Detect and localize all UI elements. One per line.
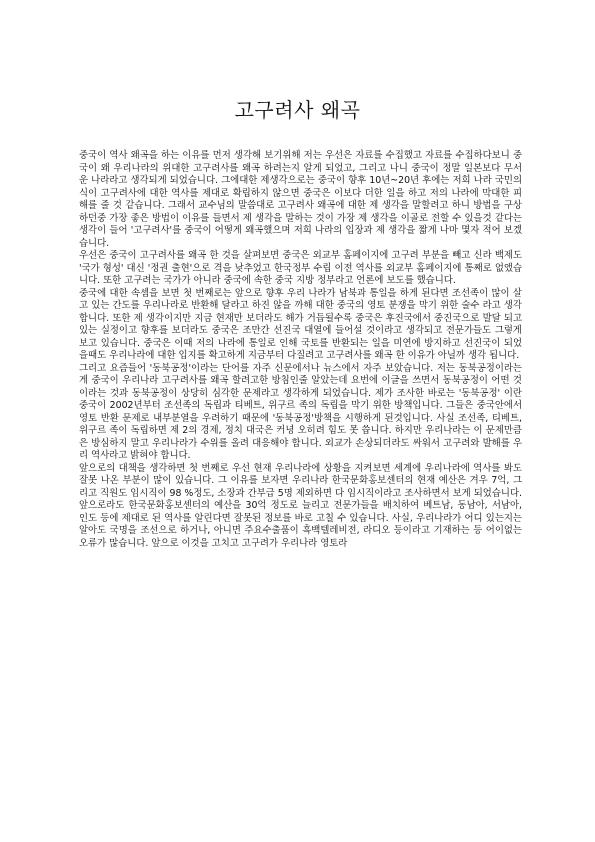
paragraph-1: 중국이 역사 왜곡을 하는 이유를 먼저 생각해 보기위해 저는 우선은 자료를 수집했고 자료를 수집하다보니 중국이 왜 우리나라의 위대한 고구려사를 왜곡 하려는지 알게 되었고, 그리고 나니 중국이 정말 일본보다 무서운 나라라고 생각되게 되었습니다. 그에대한 제생각으로는 중국이 향후 10년~20년 후에는 저희 나라 국민의식이 고구려사에 대한 역사를 제대로 확립하지 않으면 중국은 이보다 더한 일을 하고 저의 나라에 막대한 피해를 줄 것 같습니다. 그래서 교수님의 말씀대로 고구려사 왜곡에 대한 제 생각을 말할려고 하니 방법을 구상하던중 가장 좋은 방법이 이유를 들면서 제 생각을 말하는 것이 가장 제 생각을 이골로 전할 수 있을것 같다는 생각이 들어 '고구려사'를 중국이 어떻게 왜곡했으며 저희 나라의 입장과 제 생각을 짧게 나마 몇자 적어 보겠습니다. [79,150,522,249]
paragraph-3: 중국에 대한 속셈을 보면 첫 번째로는 앞으로 향후 우리 나라가 남북과 통일을 하게 된다면 조선족이 많이 살고 있는 간도를 우리나라로 반환해 달라고 하진 않을 까해 대한 중국의 영토 분쟁을 막기 위한 술수 라고 생각 합니다. 또한 제 생각이지만 지금 현재만 보더라도 해가 거듭될수록 중국은 후진국에서 중진국으로 발달 되고 있는 실정이고 향후를 보더라도 중국은 조만간 선진국 대열에 들어설 것이라고 생각되고 전문가들도 그렇게 보고 있습니다. 중국은 이때 저의 나라에 통일로 인해 국토를 반환되는 일을 미연에 방지하고 선진국이 되었을때도 우리나라에 대한 입지를 확고하게 지금부터 다질려고 고구려사를 왜곡 한 이유가 아닐까 생각 됩니다. [79,287,522,361]
paragraph-2: 우선은 중국이 고구려사를 왜곡 한 것을 살펴보면 중국은 외교부 홈페이지에 고구려 부분을 빼고 신라 백제도 '국가 형성' 대신 '정권 출현'으로 격을 낮추었고 한국정부 수립 이전 역사를 외교부 홈페이지에 통째로 없앴습니다. 또한 고구려는 국가가 아니라 중국에 속한 중국 지방 정부라고 언론에 보도를 했습니다. [79,250,522,286]
paragraph-5: 앞으로의 대책을 생각하면 첫 번째로 우선 현재 우리나라에 상황을 지켜보면 세계에 우리나라에 역사를 봐도 잘못 나온 부분이 많이 있습니다. 그 이유를 보자면 우리나라 한국문화홍보센터의 현재 예산은 겨우 7억, 그리고 직원도 임시직이 98 %정도, 소장과 간부급 5명 제외하면 다 임시직이라고 조사하면서 보게 되었습니다. 앞으로라도 한국문화홍보센터의 예산을 30억 정도로 늘리고 전문가들을 배치하여 베트남, 동남아, 서남아, 인도 등에 제대로 된 역사를 알린다면 잘못된 정보를 바로 고칠 수 있습니다. 사실, 우리나라가 어디 있는지는 알아도 국명을 조선으로 하거나, 아니면 주요수출품이 흑백텔레비전, 라디오 등이라고 기재하는 등 어이없는 오류가 많습니다. 앞으로 이것을 고치고 고구려가 우리나라 영토라 [79,462,522,549]
paragraph-4: 그리고 요즘들어 '동북공정'이라는 단어를 자주 신문에서나 뉴스에서 자주 보았습니다. 저는 동북공정이라는게 중국이 우리나라 고구려사를 왜곡 할려고한 방침인줄 알았는데 요번에 이글을 쓰면서 동북공정이 어떤 것이라는 것과 동북공정이 상당히 심각한 문제라고 생각하게 되었습니다. 제가 조사한 바로는 '동북공정' 이란 중국이 2002년부터 조선족의 독립과 티베트, 위구르 족의 독립을 막기 위한 방책입니다. 그들은 중국안에서 영토 반환 문제로 내부분열을 우려하기 때문에 '동북공정'방책을 시행하게 된것입니다. 사실 조선족, 티베트, 위구르 족이 독립하면 제 2의 경제, 정치 대국은 커녕 오히려 힘도 못 씁니다. 하지만 우리나라는 이 문제만큼은 방심하지 말고 우리나라가 수위를 올려 대응해야 합니다. 외교가 손상되더라도 싸워서 고구려와 발해를 우리 역사라고 밝혀야 합니다. [79,362,522,461]
document-body [79,150,522,550]
document-title: 고구려사 왜곡 [234,98,361,122]
